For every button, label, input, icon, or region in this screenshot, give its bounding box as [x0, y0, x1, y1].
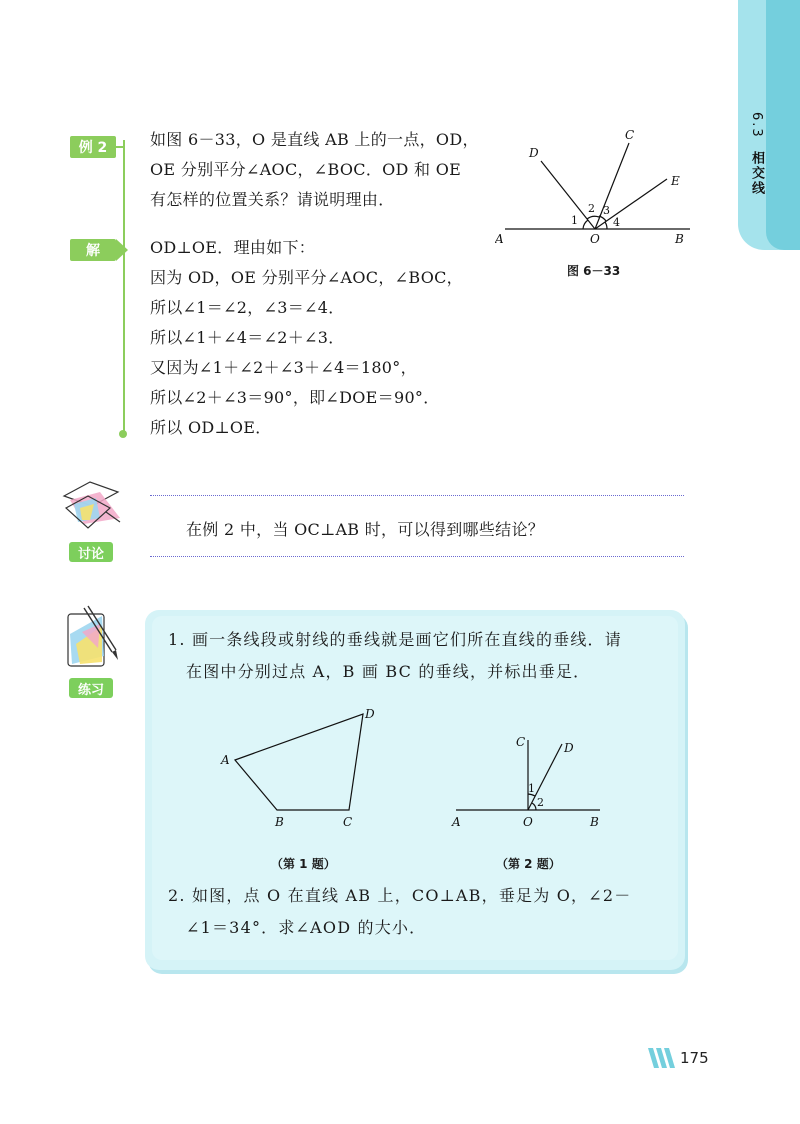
section-title: 相交线 — [749, 150, 764, 196]
solution-line: 所以∠1＝∠2，∠3＝∠4． — [150, 298, 345, 317]
solution-line: 所以∠1＋∠4＝∠2＋∠3． — [150, 328, 345, 347]
example-problem-line: OE 分别平分∠AOC，∠BOC．OD 和 OE — [150, 160, 462, 179]
chapter-side-tab-inner — [766, 0, 800, 250]
practice-figure-1 — [215, 700, 395, 830]
fig-label-a: A — [495, 232, 504, 246]
page-stripes-icon — [648, 1048, 676, 1068]
fig-angle-1: 1 — [571, 214, 578, 227]
fig2-label-o: O — [523, 815, 533, 829]
fig-label-o: O — [590, 232, 600, 246]
quadrilateral-abcd — [235, 714, 363, 810]
angle-arc-2 — [587, 216, 599, 219]
section-number: 6.3 — [749, 112, 764, 139]
fig2-angle-1: 1 — [528, 782, 535, 795]
example-problem-line: 如图 6－33，O 是直线 AB 上的一点，OD， — [150, 130, 479, 149]
fig1-label-d: D — [365, 707, 375, 721]
discussion-bottom-rule — [150, 556, 684, 557]
ray-od-q2 — [528, 744, 562, 810]
practice-figure-2 — [448, 730, 608, 830]
fig-label-c: C — [625, 128, 635, 142]
fig-label-e: E — [671, 174, 680, 188]
solution-badge: 解 — [70, 239, 116, 261]
practice-q1-line: 1. 画一条线段或射线的垂线就是画它们所在直线的垂线．请 — [168, 630, 622, 649]
example-problem-line: 有怎样的位置关系？请说明理由． — [150, 190, 395, 209]
figure-6-33-caption: 图 6－33 — [567, 264, 621, 278]
practice-figure-1-caption: （第 1 题） — [271, 857, 336, 871]
solution-line: OD⊥OE．理由如下： — [150, 238, 316, 257]
fig2-label-d: D — [564, 741, 574, 755]
angle-arc-4 — [605, 222, 607, 229]
fig-angle-4: 4 — [613, 216, 620, 229]
practice-icon — [62, 604, 122, 674]
fig1-label-b: B — [275, 815, 284, 829]
fig-label-b: B — [675, 232, 684, 246]
practice-q2-line: ∠1＝34°．求∠AOD 的大小． — [186, 918, 427, 937]
solution-vertical-line — [123, 140, 125, 434]
example-badge: 例 2 — [70, 136, 116, 158]
fig-angle-3: 3 — [603, 204, 610, 217]
practice-figure-2-caption: （第 2 题） — [496, 857, 561, 871]
fig1-label-c: C — [343, 815, 353, 829]
fig2-label-b: B — [590, 815, 599, 829]
page-number: 175 — [680, 1049, 709, 1067]
fig-label-d: D — [529, 146, 539, 160]
solution-line: 所以∠2＋∠3＝90°，即∠DOE＝90°． — [150, 388, 440, 407]
practice-q1-line: 在图中分别过点 A，B 画 BC 的垂线，并标出垂足． — [186, 662, 591, 681]
section-heading — [744, 112, 766, 196]
discussion-question: 在例 2 中，当 OC⊥AB 时，可以得到哪些结论？ — [186, 520, 545, 539]
solution-line: 因为 OD，OE 分别平分∠AOC，∠BOC， — [150, 268, 463, 287]
figure-6-33 — [495, 125, 705, 255]
discussion-icon — [60, 478, 124, 538]
practice-label: 练习 — [69, 678, 113, 698]
practice-q2-line: 2. 如图，点 O 在直线 AB 上，CO⊥AB，垂足为 O，∠2－ — [168, 886, 632, 905]
fig2-label-c: C — [516, 735, 526, 749]
solution-line: 又因为∠1＋∠2＋∠3＋∠4＝180°， — [150, 358, 417, 377]
angle-arc-2-q2 — [532, 803, 536, 810]
fig2-label-a: A — [452, 815, 461, 829]
solution-line: 所以 OD⊥OE． — [150, 418, 272, 437]
discussion-top-rule — [150, 495, 684, 496]
discussion-label: 讨论 — [69, 542, 113, 562]
solution-line-end-dot — [119, 430, 127, 438]
fig2-angle-2: 2 — [537, 796, 544, 809]
page-footer — [648, 1048, 709, 1068]
fig-angle-2: 2 — [588, 202, 595, 215]
fig1-label-a: A — [221, 753, 230, 767]
angle-arc-1 — [583, 220, 588, 229]
